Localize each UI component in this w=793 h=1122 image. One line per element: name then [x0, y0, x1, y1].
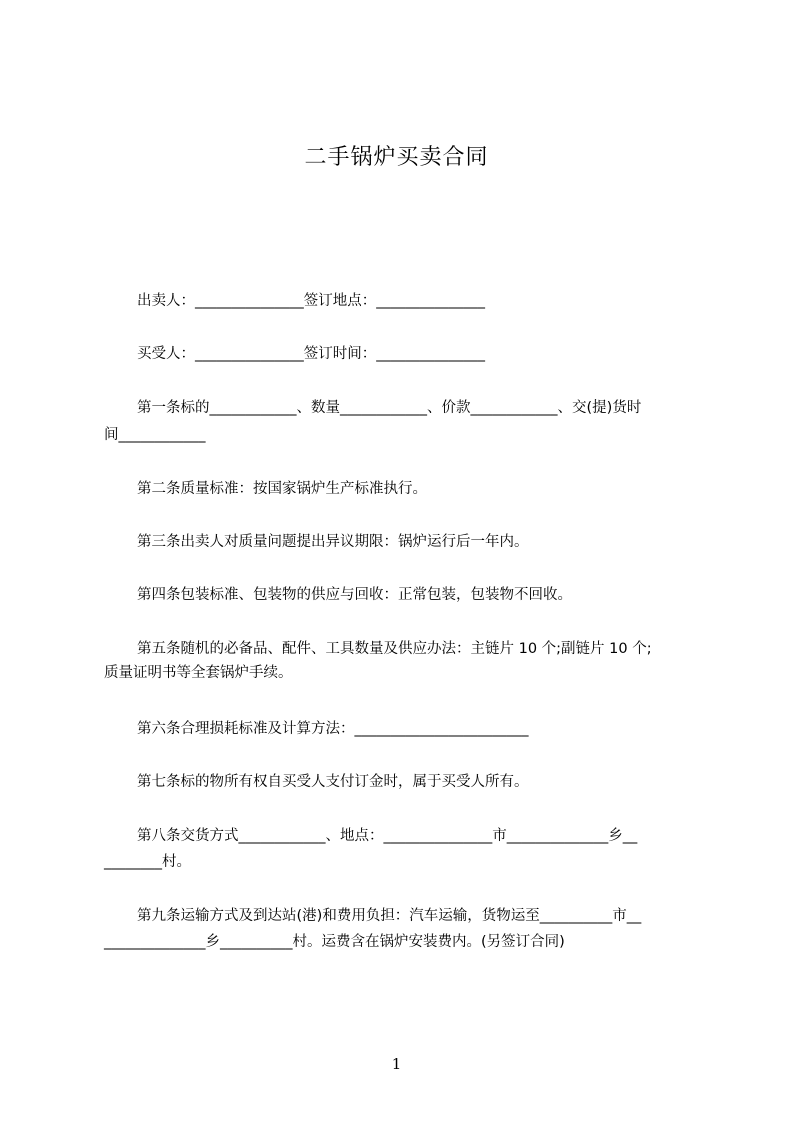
article-8-line-2: ________村。 [104, 854, 191, 870]
article-2: 第二条质量标准：按国家锅炉生产标准执行。 [137, 481, 427, 497]
article-1-line-1: 第一条标的____________、数量____________、价款____________、交(提)货时 [137, 400, 642, 416]
page-number: 1 [391, 1055, 402, 1073]
article-7: 第七条标的物所有权自买受人支付订金时，属于买受人所有。 [137, 774, 529, 790]
seller-line: 出卖人：_______________签订地点：_______________ [137, 293, 485, 309]
article-5-line-1: 第五条随机的必备品、配件、工具数量及供应办法：主链片 10 个;副链片 10 个; [137, 641, 652, 657]
article-9-line-1: 第九条运输方式及到达站(港)和费用负担：汽车运输，货物运至__________市__ [137, 908, 642, 924]
article-9-line-2: ______________乡__________村。运费含在锅炉安装费内。(另签订合同) [104, 934, 565, 950]
document-title: 二手锅炉买卖合同 [304, 145, 489, 170]
article-6: 第六条合理损耗标准及计算方法：________________________ [137, 721, 529, 737]
article-3: 第三条出卖人对质量问题提出异议期限：锅炉运行后一年内。 [137, 534, 529, 550]
article-1-line-2: 间____________ [104, 427, 206, 443]
article-4: 第四条包装标准、包装物的供应与回收：正常包装，包装物不回收。 [137, 587, 572, 603]
article-8-line-1: 第八条交货方式____________、地点：_______________市______________乡__ [137, 828, 638, 844]
buyer-line: 买受人：_______________签订时间：_______________ [137, 346, 485, 362]
article-5-line-2: 质量证明书等全套锅炉手续。 [104, 665, 293, 681]
